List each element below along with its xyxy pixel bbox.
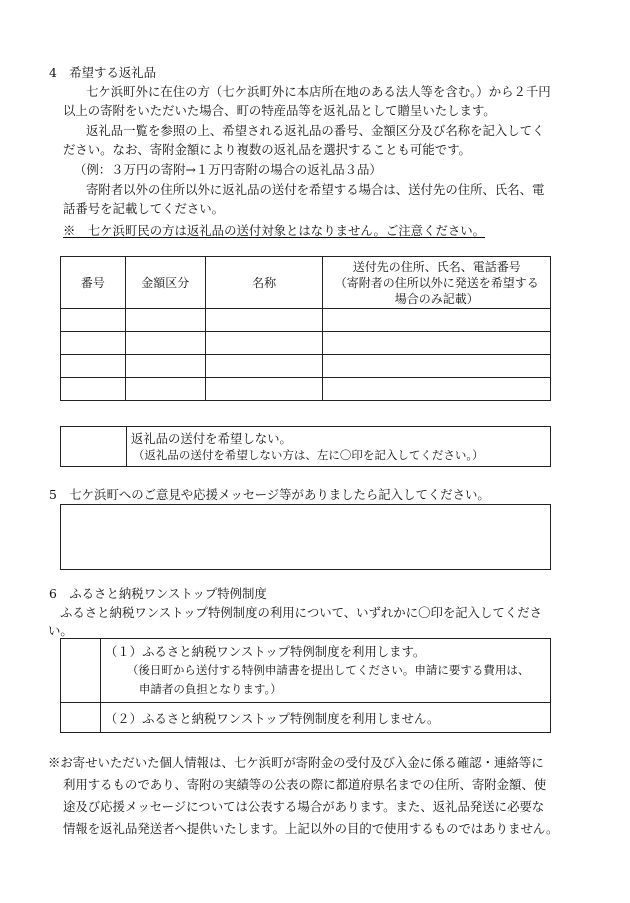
- option1-note-line1: （後日町から送付する特例申請書を提出してください。申請に要する費用は、: [126, 663, 530, 677]
- no-gift-table: [60, 426, 551, 467]
- cell-amount[interactable]: [125, 332, 205, 355]
- option2-row: [61, 703, 551, 733]
- privacy-line2: 利用するものであり、寄附の実績等の公表の際に都道府県名までの住所、寄附金額、使: [63, 777, 547, 792]
- column-name-header: 名称: [205, 257, 323, 309]
- table-row: [61, 378, 551, 401]
- option1-mark-cell[interactable]: [61, 639, 101, 703]
- section6-intro-line2: い。: [48, 623, 73, 638]
- section6-heading: 6 ふるさと納税ワンストップ特例制度: [49, 586, 267, 601]
- option2-label: （２）ふるさと納税ワンストップ特例制度を利用しません。: [104, 710, 440, 726]
- column-amount-header: 金額区分: [125, 257, 205, 309]
- section4-paragraph2-line1: 返礼品一覧を参照の上、希望される返礼品の番号、金額区分及び名称を記入してく: [86, 123, 545, 138]
- cell-name[interactable]: [205, 355, 323, 378]
- section4-paragraph1-line1: 七ケ浜町外に在住の方（七ケ浜町外に本店所在地のある法人等を含む。）から２千円: [86, 84, 551, 99]
- no-gift-label: 返礼品の送付を希望しない。: [130, 431, 292, 446]
- privacy-line3: 途及び応援メッセージについては公表する場合があります。また、返礼品発送に必要な: [63, 799, 545, 814]
- one-stop-options-table: [60, 638, 551, 733]
- cell-destination[interactable]: [323, 332, 551, 355]
- cell-amount[interactable]: [125, 378, 205, 401]
- privacy-line1: ※お寄せいただいた個人情報は、七ケ浜町が寄附金の受付及び入金に係る確認・連絡等に: [48, 755, 544, 770]
- no-gift-row: [61, 427, 551, 467]
- cell-name[interactable]: [205, 309, 323, 332]
- destination-header-line3: 場合のみ記載）: [394, 291, 479, 306]
- gift-table-header-row: [61, 257, 551, 309]
- table-row: [61, 332, 551, 355]
- cell-amount[interactable]: [125, 355, 205, 378]
- option2-text-cell: [100, 703, 550, 733]
- cell-number[interactable]: [61, 332, 126, 355]
- option1-row: [61, 639, 551, 703]
- section4-notice: ※ 七ケ浜町民の方は返礼品の送付対象とはなりません。ご注意ください。: [63, 223, 486, 238]
- section5-heading: 5 七ケ浜町へのご意見や応援メッセージ等がありましたら記入してください。: [49, 487, 490, 502]
- destination-header-line2: （寄附者の住所以外に発送を希望する: [334, 275, 539, 290]
- privacy-line4: 情報を返礼品発送者へ提供いたします。上記以外の目的で使用するものではありません。: [63, 821, 559, 836]
- cell-name[interactable]: [205, 332, 323, 355]
- table-row: [61, 355, 551, 378]
- cell-name[interactable]: [205, 378, 323, 401]
- table-row: [61, 309, 551, 332]
- cell-number[interactable]: [61, 355, 126, 378]
- option1-note-line2: 申請者の負担となります。）: [138, 682, 282, 696]
- option1-text-cell: [100, 639, 550, 703]
- section4-heading: 4 希望する返礼品: [49, 65, 157, 80]
- gift-table: [60, 256, 551, 401]
- message-input-box[interactable]: [60, 504, 551, 570]
- section4-paragraph3-line2: 話番号を記載してください。: [63, 201, 225, 216]
- cell-destination[interactable]: [323, 309, 551, 332]
- cell-destination[interactable]: [323, 355, 551, 378]
- section4-paragraph1-line2: 以上の寄附をいただいた場合、町の特産品等を返礼品として贈呈いたします。: [63, 103, 496, 118]
- column-number-header: 番号: [61, 257, 126, 309]
- cell-number[interactable]: [61, 309, 126, 332]
- no-gift-text-cell: [126, 427, 550, 467]
- option1-label: （１）ふるさと納税ワンストップ特例制度を利用します。: [104, 644, 426, 659]
- cell-amount[interactable]: [125, 309, 205, 332]
- option2-mark-cell[interactable]: [61, 703, 101, 733]
- cell-number[interactable]: [61, 378, 126, 401]
- no-gift-instruction: （返礼品の送付を希望しない方は、左に〇印を記入してください。）: [132, 448, 484, 462]
- section4-paragraph2-line2: ださい。なお、寄附金額により複数の返礼品を選択することも可能です。: [63, 142, 471, 157]
- column-destination-header: [323, 257, 551, 309]
- no-gift-mark-cell[interactable]: [61, 427, 127, 467]
- section6-intro-line1: ふるさと納税ワンストップ特例制度の利用について、いずれかに〇印を記入してくださ: [60, 605, 542, 620]
- destination-header-line1: 送付先の住所、氏名、電話番号: [352, 259, 521, 274]
- section4-example: （例：３万円の寄附→１万円寄附の場合の返礼品３品）: [74, 162, 382, 177]
- cell-destination[interactable]: [323, 378, 551, 401]
- section4-paragraph3-line1: 寄附者以外の住所以外に返礼品の送付を希望する場合は、送付先の住所、氏名、電: [86, 182, 545, 197]
